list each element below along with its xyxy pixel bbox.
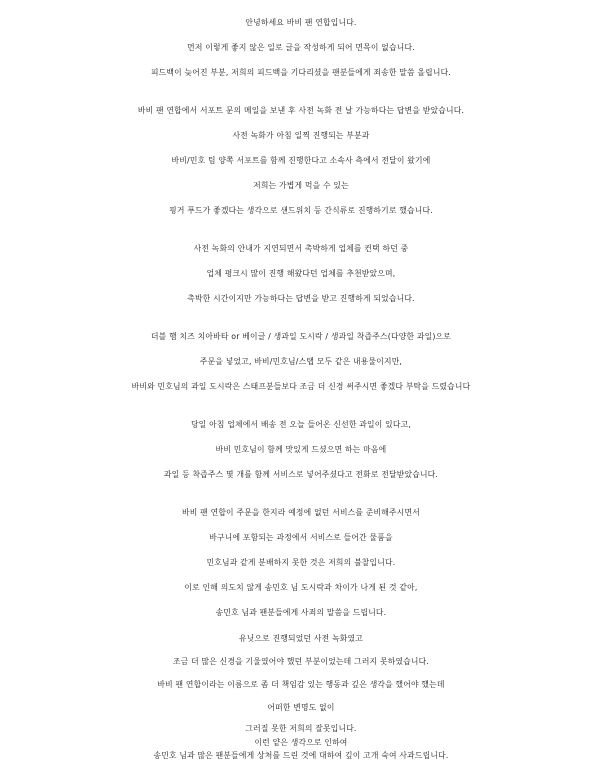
letter-line: 바비/민호 팀 양쪽 서포트를 함께 진행한다고 소속사 측에서 전달이 왔기에 bbox=[171, 156, 431, 165]
letter-line: 송민호 님과 팬분들에게 사죄의 말씀을 드립니다. bbox=[215, 608, 387, 617]
letter-line: 그러질 못한 저희의 잘못입니다. bbox=[245, 724, 357, 733]
letter-line: 유닛으로 진행되었던 사전 녹화였고 bbox=[238, 634, 363, 643]
letter-line: 주문을 넣었고, 바비/민호님/스탭 모두 같은 내용물이지만, bbox=[199, 357, 403, 366]
letter-line: 당일 아침 업체에서 배송 전 오늘 들어온 신선한 과일이 있다고, bbox=[190, 420, 412, 429]
letter-line: 더블 햄 치즈 치아바타 or 베이글 / 생과일 도시락 / 생과일 착즙주스(다양한 과일)으로 bbox=[150, 332, 452, 341]
letter-line: 송민호 님과 많은 팬분들에게 상처를 드린 것에 대하여 깊이 고개 숙여 사과드립니다. bbox=[153, 751, 449, 760]
letter-line: 조금 더 많은 신경을 기울였어야 했던 부분이었는데 그러지 못하였습니다. bbox=[172, 657, 430, 666]
letter-line: 어떠한 변명도 없이 bbox=[267, 703, 335, 712]
letter-line: 바비 팬 연합에서 서포트 문의 메일을 보낸 후 사전 녹화 전 날 가능하다는 답변을 받았습니다. bbox=[137, 106, 465, 115]
letter-line: 먼저 이렇게 좋지 않은 일로 글을 작성하게 되어 면목이 없습니다. bbox=[187, 43, 415, 52]
letter-line: 과일 등 착즙주스 몇 개를 함께 서비스로 넣어주셨다고 전화로 전달받았습니다. bbox=[163, 470, 439, 479]
letter-line: 안녕하세요 바비 팬 연합입니다. bbox=[245, 18, 357, 27]
letter-line: 사전 녹화의 안내가 지연되면서 촉박하게 업체를 컨택 하던 중 bbox=[193, 244, 409, 253]
letter-line: 사전 녹화가 아침 일찍 진행되는 부분과 bbox=[232, 131, 370, 140]
letter-line: 바비 팬 연합이 주문을 한지라 예정에 없던 서비스를 준비해주시면서 bbox=[182, 508, 420, 517]
letter-line: 저희는 가볍게 먹을 수 있는 bbox=[253, 181, 349, 190]
letter-line: 이런 얕은 생각으로 인하여 bbox=[254, 738, 348, 747]
letter-line: 바비와 민호님의 과일 도시락은 스태프분들보다 조금 더 신경 써주시면 좋겠다 부탁을 드렸습니다 bbox=[131, 382, 471, 391]
letter-line: 바비 민호님이 함께 맛있게 드셨으면 하는 마음에 bbox=[215, 445, 387, 454]
letter-line: 촉박한 시간이지만 가능하다는 답변을 받고 진행하게 되었습니다. bbox=[187, 294, 415, 303]
letter-line: 민호님과 같게 분배하지 못한 것은 저희의 불찰입니다. bbox=[206, 558, 396, 567]
letter-line: 바구니에 포함되는 과정에서 서비스로 들어간 물품을 bbox=[209, 533, 393, 542]
letter-line: 이로 인해 의도치 않게 송민호 님 도시락과 차이가 나게 된 것 같아, bbox=[184, 583, 418, 592]
letter-line: 바비 팬 연합이라는 이름으로 좀 더 책임감 있는 행동과 깊은 생각을 했어야 했는데 bbox=[157, 680, 445, 689]
letter-line: 핑거 푸드가 좋겠다는 생각으로 샌드위치 등 간식류로 진행하기로 했습니다. bbox=[169, 206, 433, 215]
letter-line: 피드백이 늦어진 부분, 저희의 피드백을 기다리셨을 팬분들에게 죄송한 말씀 올립니다. bbox=[150, 68, 452, 77]
letter-line: 업체 평크시 많이 진행 해왔다던 업체를 추천받았으며, bbox=[206, 269, 396, 278]
